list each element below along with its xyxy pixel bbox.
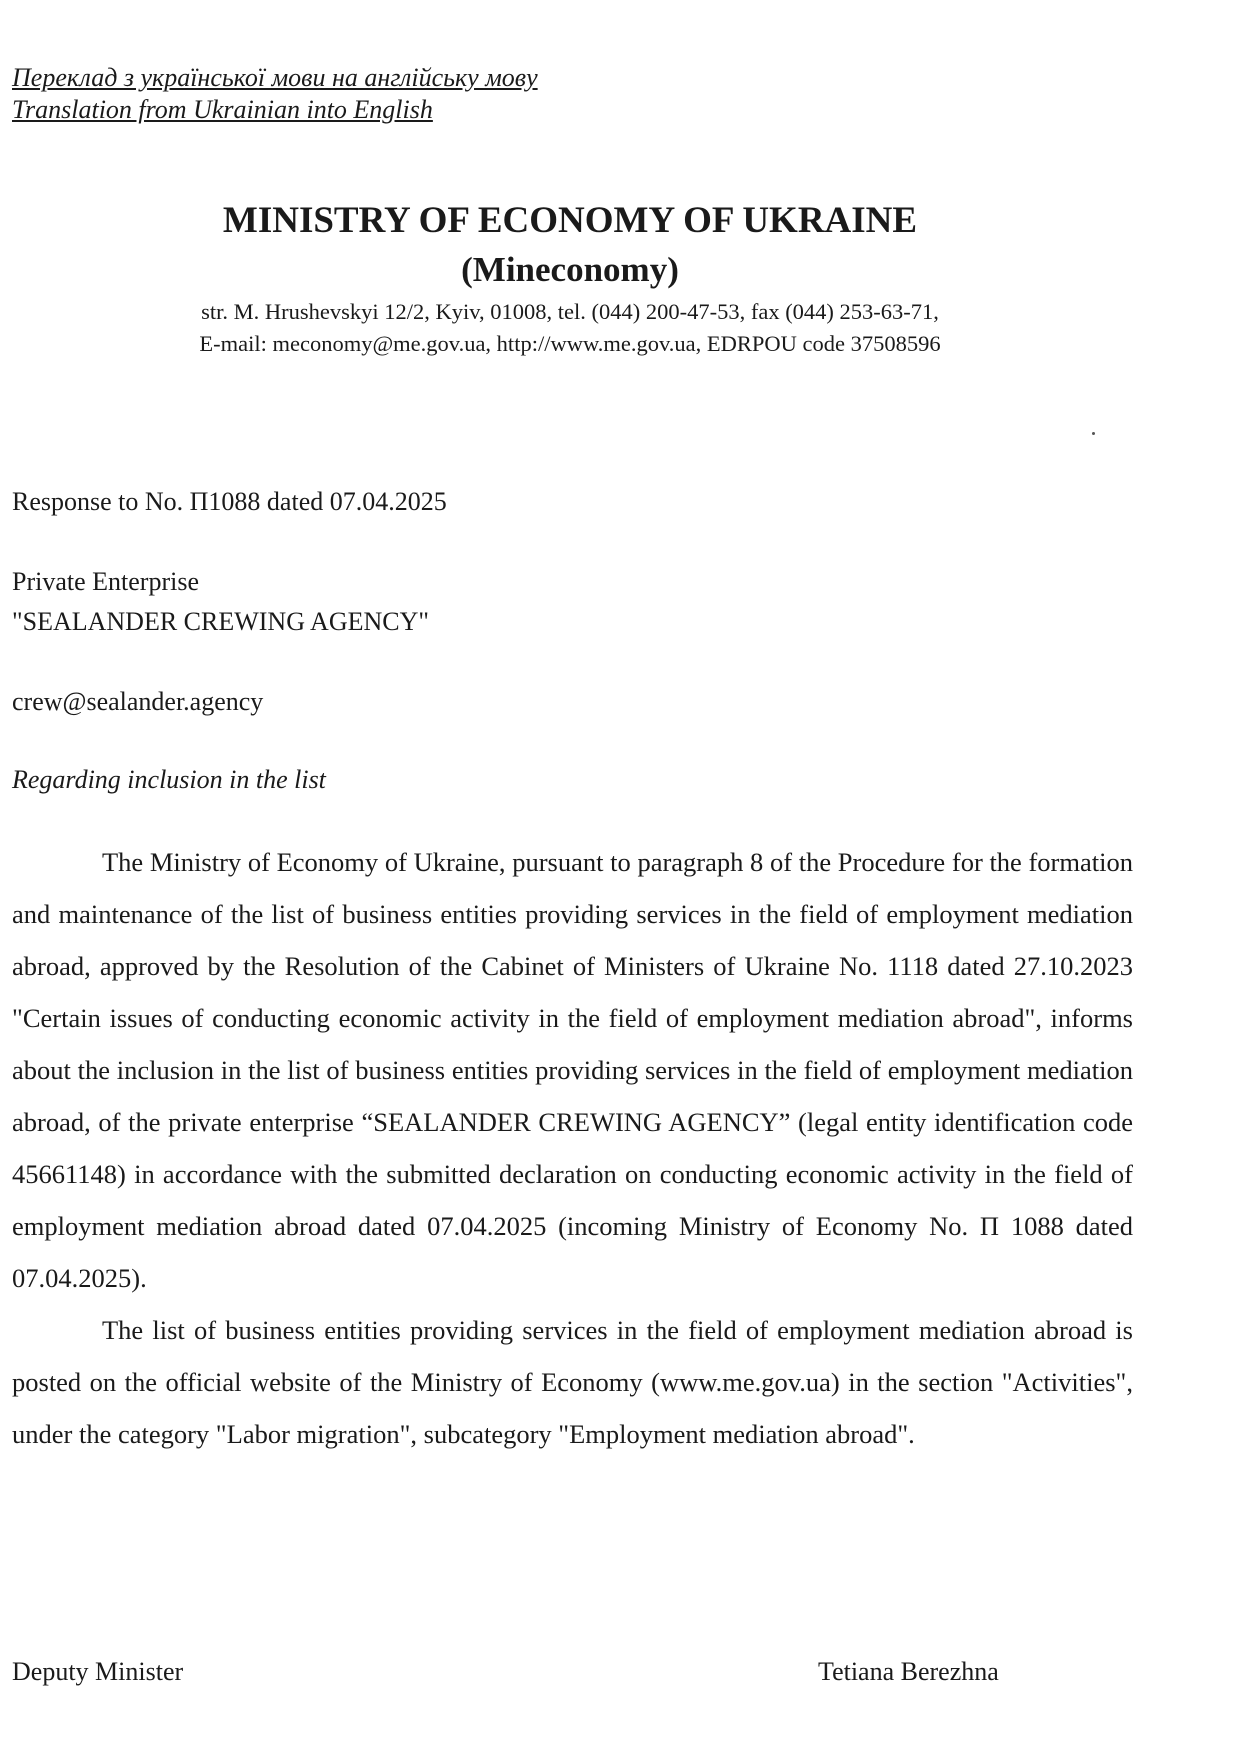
recipient-type: Private Enterprise: [12, 567, 199, 596]
signatory-role: Deputy Minister: [12, 1657, 184, 1686]
response-reference: Response to No. П1088 dated 07.04.2025: [12, 487, 447, 516]
letter-body: [12, 836, 1133, 1460]
translation-note-ua: Переклад з української мови на англійську мову: [12, 63, 538, 92]
scan-dot-mark: [1092, 432, 1095, 435]
translation-note-en: Translation from Ukrainian into English: [12, 95, 433, 124]
recipient-name: "SEALANDER CREWING AGENCY": [12, 607, 429, 636]
body-paragraph-1: The Ministry of Economy of Ukraine, pursuant to paragraph 8 of the Procedure for the formation and maintenance of the list of business entities providing services in the field of employment mediation abroad, approved by the Resolution of the Cabinet of Ministers of Ukraine No. 1118 dated 27.10.2023 "Certain issues of conducting economic activity in the field of employment mediation abroad", informs about the inclusion in the list of business entities providing services in the field of employment mediation abroad, of the private enterprise “SEALANDER CREWING AGENCY” (legal entity identification code 45661148) in accordance with the submitted declaration on conducting economic activity in the field of employment mediation abroad dated 07.04.2025 (incoming Ministry of Economy No. П 1088 dated 07.04.2025).: [12, 847, 1133, 1293]
recipient-email: crew@sealander.agency: [12, 687, 264, 716]
signatory-name: Tetiana Berezhna: [818, 1657, 999, 1686]
ministry-address: str. M. Hrushevskyi 12/2, Kyiv, 01008, tel. (044) 200-47-53, fax (044) 253-63-71,: [201, 299, 939, 324]
body-paragraph-2: The list of business entities providing services in the field of employment mediation abroad is posted on the official website of the Ministry of Economy (www.me.gov.ua) in the section "Activities", under the category "Labor migration", subcategory "Employment mediation abroad".: [12, 1315, 1133, 1449]
ministry-contacts: E-mail: meconomy@me.gov.ua, http://www.me.gov.ua, EDRPOU code 37508596: [199, 331, 941, 356]
letter-subject: Regarding inclusion in the list: [12, 765, 326, 794]
ministry-title: MINISTRY OF ECONOMY OF UKRAINE: [222, 200, 918, 241]
ministry-short-name: (Mineconomy): [461, 250, 679, 289]
translation-note: [12, 62, 538, 126]
